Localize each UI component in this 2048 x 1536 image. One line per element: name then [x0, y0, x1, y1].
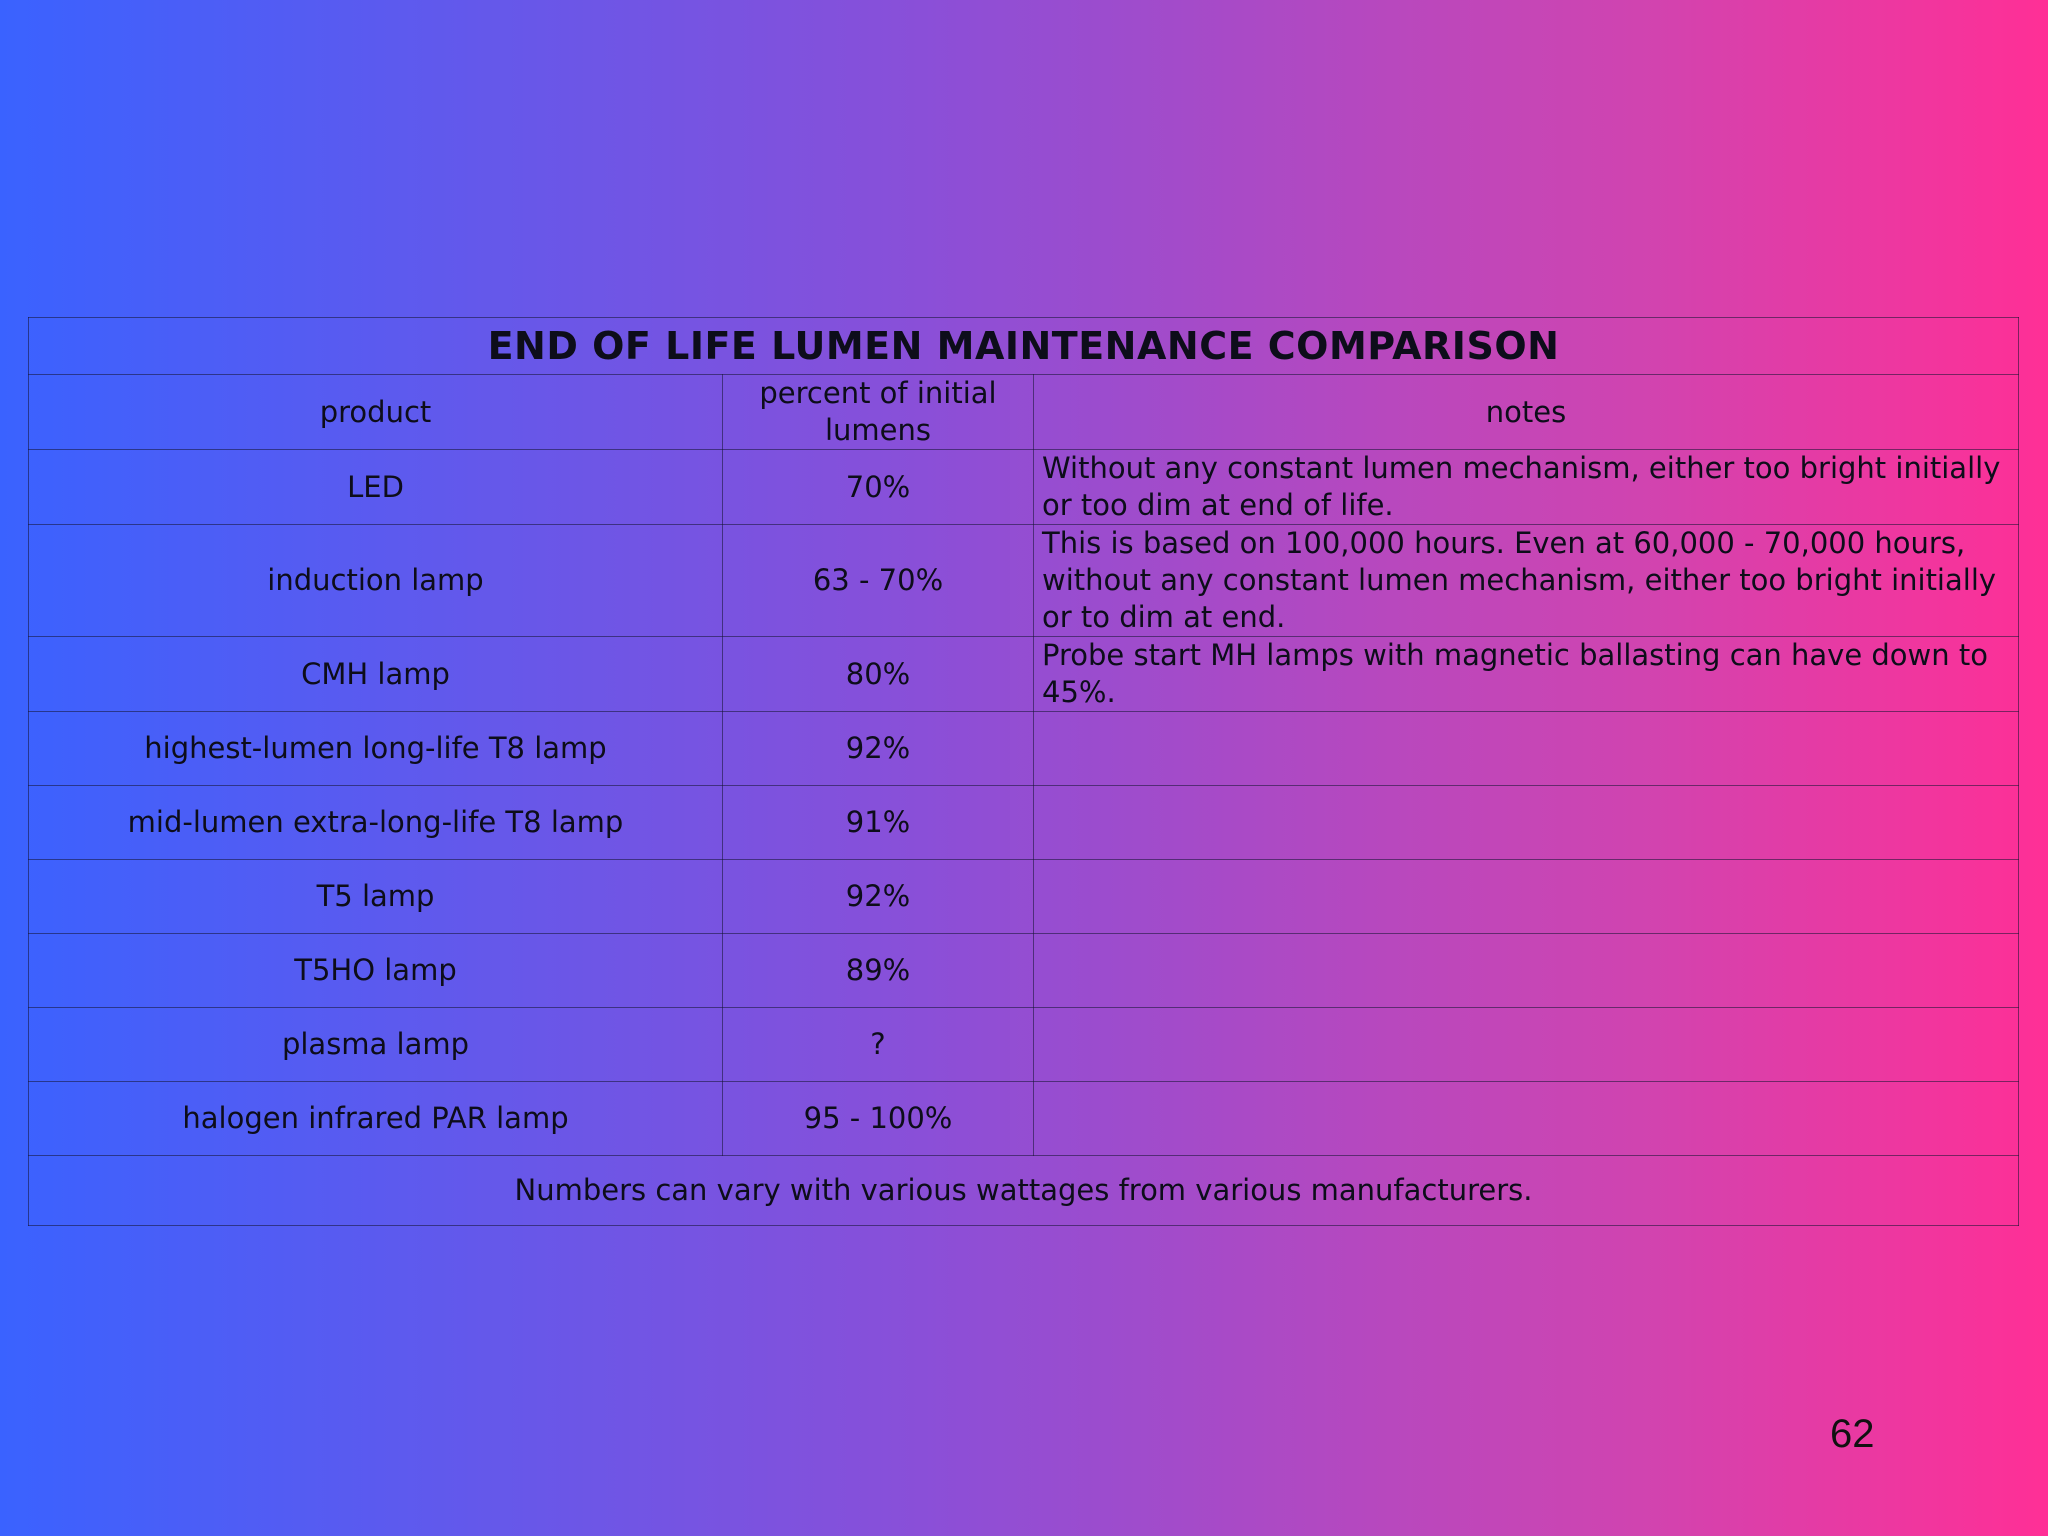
notes-cell: Without any constant lumen mechanism, either too bright initially or too dim at end of life.: [1034, 450, 2019, 525]
page-number: 62: [1830, 1412, 1875, 1456]
product-cell: mid-lumen extra-long-life T8 lamp: [29, 786, 723, 860]
product-cell: halogen infrared PAR lamp: [29, 1082, 723, 1156]
product-cell: induction lamp: [29, 525, 723, 637]
percent-cell: 89%: [723, 934, 1034, 1008]
table-row: [29, 1082, 2019, 1156]
notes-cell: This is based on 100,000 hours. Even at 60,000 - 70,000 hours, without any constant lumen mechanism, either too bright initially or to dim at end.: [1034, 525, 2019, 637]
product-cell: highest-lumen long-life T8 lamp: [29, 712, 723, 786]
table-row: [29, 934, 2019, 1008]
notes-cell: [1034, 934, 2019, 1008]
product-cell: CMH lamp: [29, 637, 723, 712]
percent-cell: 63 - 70%: [723, 525, 1034, 637]
notes-cell: [1034, 712, 2019, 786]
header-row: [29, 375, 2019, 450]
percent-cell: 91%: [723, 786, 1034, 860]
table-row: [29, 1008, 2019, 1082]
percent-cell: 92%: [723, 712, 1034, 786]
percent-cell: 92%: [723, 860, 1034, 934]
table-title: END OF LIFE LUMEN MAINTENANCE COMPARISON: [29, 318, 2019, 375]
table-row: [29, 525, 2019, 637]
table-row: [29, 860, 2019, 934]
title-row: [29, 318, 2019, 375]
table-row: [29, 712, 2019, 786]
notes-cell: [1034, 1082, 2019, 1156]
notes-cell: Probe start MH lamps with magnetic ballasting can have down to 45%.: [1034, 637, 2019, 712]
header-notes: notes: [1034, 375, 2019, 450]
table-row: [29, 637, 2019, 712]
notes-cell: [1034, 1008, 2019, 1082]
percent-cell: 70%: [723, 450, 1034, 525]
header-product: product: [29, 375, 723, 450]
lumen-comparison-table: [28, 317, 2019, 1226]
percent-cell: 80%: [723, 637, 1034, 712]
table-row: [29, 786, 2019, 860]
product-cell: T5HO lamp: [29, 934, 723, 1008]
table-footnote: Numbers can vary with various wattages from various manufacturers.: [29, 1156, 2019, 1226]
product-cell: T5 lamp: [29, 860, 723, 934]
product-cell: plasma lamp: [29, 1008, 723, 1082]
percent-cell: 95 - 100%: [723, 1082, 1034, 1156]
product-cell: LED: [29, 450, 723, 525]
percent-cell: ?: [723, 1008, 1034, 1082]
notes-cell: [1034, 860, 2019, 934]
notes-cell: [1034, 786, 2019, 860]
table-row: [29, 450, 2019, 525]
footer-row: [29, 1156, 2019, 1226]
header-percent: percent of initial lumens: [723, 375, 1034, 450]
